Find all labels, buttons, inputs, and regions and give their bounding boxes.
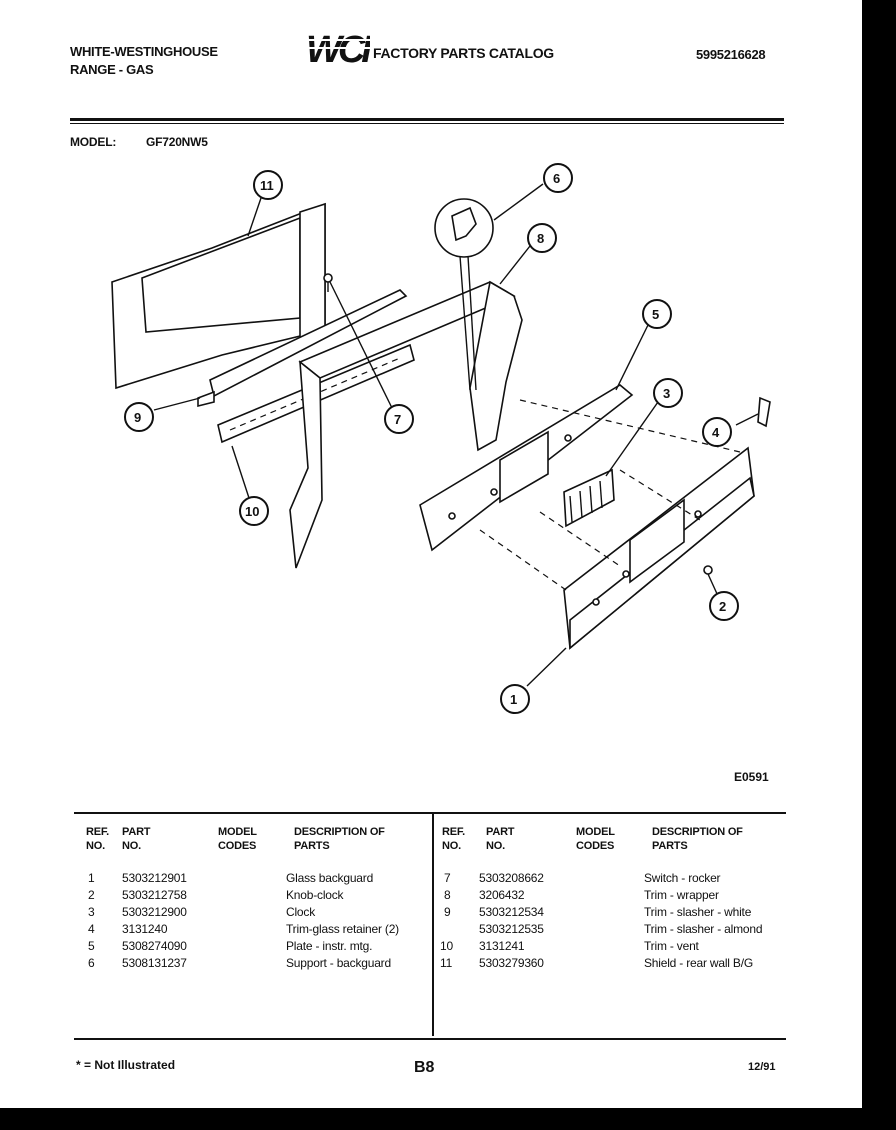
part-plate-instr-mtg bbox=[420, 385, 632, 550]
part-knob-clock bbox=[704, 566, 712, 574]
callout-7 bbox=[385, 405, 413, 433]
callout-9 bbox=[125, 403, 153, 431]
catalog-number: 5995216628 bbox=[696, 47, 766, 62]
page-number: B8 bbox=[414, 1059, 435, 1076]
diagram-code: E0591 bbox=[734, 770, 769, 784]
callout-3 bbox=[654, 379, 682, 407]
catalog-title: FACTORY PARTS CATALOG bbox=[373, 45, 554, 61]
svg-text:8: 8 bbox=[537, 231, 545, 246]
model-row bbox=[70, 135, 208, 149]
svg-text:5: 5 bbox=[652, 307, 660, 322]
header-ref-no: REF. NO. bbox=[86, 826, 110, 852]
callout-1 bbox=[501, 685, 529, 713]
svg-text:7: 7 bbox=[394, 412, 402, 427]
callout-6 bbox=[544, 164, 572, 192]
header-ref-no-right: REF. NO. bbox=[442, 826, 466, 852]
callout-2 bbox=[710, 592, 738, 620]
model-number: GF720NW5 bbox=[146, 135, 208, 149]
product-type: RANGE - GAS bbox=[70, 62, 154, 77]
wci-logo bbox=[304, 28, 370, 68]
header-model-codes: MODEL CODES bbox=[218, 826, 257, 852]
svg-text:9: 9 bbox=[134, 410, 142, 425]
header-description-right: DESCRIPTION OF PARTS bbox=[652, 826, 743, 852]
svg-text:1: 1 bbox=[510, 692, 518, 707]
model-label: MODEL: bbox=[70, 135, 117, 149]
svg-text:2: 2 bbox=[719, 599, 727, 614]
exploded-parts-diagram bbox=[0, 150, 862, 720]
header-model-codes-right: MODEL CODES bbox=[576, 826, 615, 852]
part-trim-glass-retainer bbox=[758, 398, 770, 426]
header-part-no: PART NO. bbox=[122, 826, 151, 852]
header-rule-thin bbox=[70, 123, 784, 124]
header-description: DESCRIPTION OF PARTS bbox=[294, 826, 385, 852]
part-clock bbox=[564, 470, 614, 526]
footer-note: * = Not Illustrated bbox=[76, 1058, 176, 1072]
callout-4 bbox=[703, 418, 731, 446]
parts-table: REF. NO. PART NO. MODEL CODES DESCRIPTION OF PARTS REF. NO. PART NO. MODEL CODES DESCRIPTION OF PARTS 1 5303212901 Glass backguard 2 5303212758 Knob-clock 3 5303212900 Clock 4 3131240 Trim-glass retainer (2) 5 5308274090 Plate - instr. mtg. 6 5308131237 Support - backguard 7 5303208662 Switch - rocker 8 3206432 Trim - wrapper 9 5303212534 Trim - slasher - white 5303212535 Trim - slasher - almond 10 3131241 Trim - vent 11 5303279360 Shield - rear wall B/G bbox=[74, 812, 786, 1040]
svg-text:4: 4 bbox=[712, 425, 720, 440]
header-part-no-right: PART NO. bbox=[486, 826, 515, 852]
callout-10 bbox=[240, 497, 268, 525]
svg-text:6: 6 bbox=[553, 171, 561, 186]
svg-text:WCI: WCI bbox=[306, 29, 368, 68]
svg-text:11: 11 bbox=[260, 178, 274, 193]
catalog-date: 12/91 bbox=[748, 1061, 776, 1073]
table-column-divider bbox=[432, 814, 434, 1036]
brand-name: WHITE-WESTINGHOUSE bbox=[70, 44, 218, 59]
callout-8 bbox=[528, 224, 556, 252]
callout-5 bbox=[643, 300, 671, 328]
part-shield-rear-wall bbox=[112, 204, 325, 388]
svg-text:3: 3 bbox=[663, 386, 671, 401]
svg-text:10: 10 bbox=[245, 504, 260, 519]
callout-11 bbox=[254, 171, 282, 199]
header-rule bbox=[70, 118, 784, 121]
